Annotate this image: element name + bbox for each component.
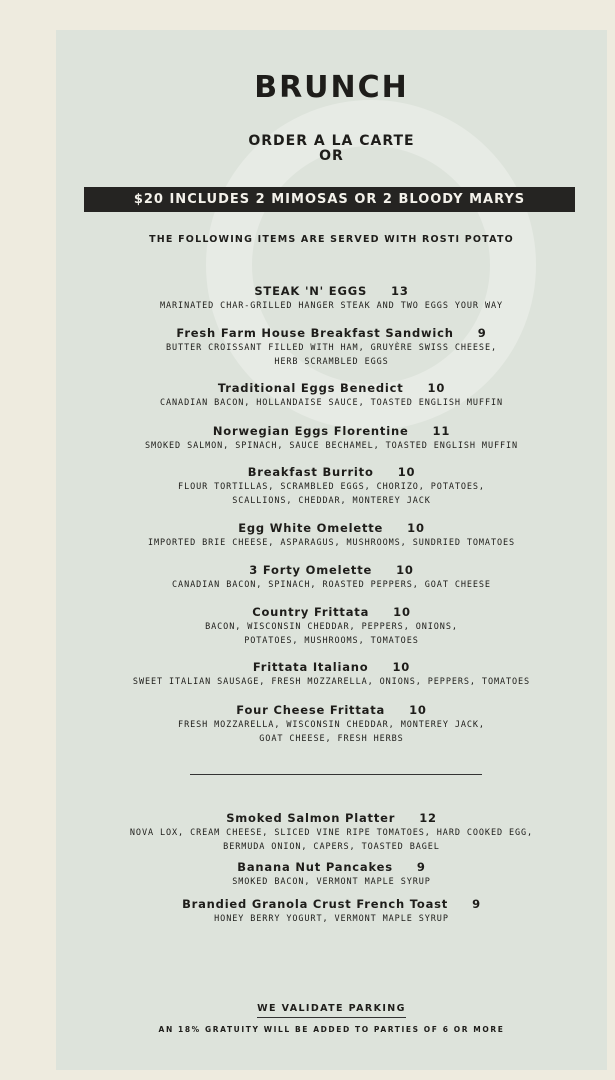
menu-item	[56, 810, 607, 854]
item-description-line-2: BERMUDA ONION, CAPERS, TOASTED BAGEL	[223, 842, 440, 852]
item-heading	[56, 702, 607, 718]
menu-item	[56, 423, 607, 453]
item-heading	[56, 520, 607, 536]
menu-item	[56, 380, 607, 410]
item-description: CANADIAN BACON, HOLLANDAISE SAUCE, TOASTED ENGLISH MUFFIN	[160, 398, 503, 408]
menu-item	[56, 562, 607, 592]
item-name: Smoked Salmon Platter	[226, 811, 396, 825]
item-heading	[56, 562, 607, 578]
item-heading	[56, 423, 607, 439]
item-price: 9	[472, 897, 481, 911]
item-price: 10	[397, 465, 416, 479]
item-heading	[56, 325, 607, 341]
item-description: FRESH MOZZARELLA, WISCONSIN CHEDDAR, MONTEREY JACK,	[178, 720, 485, 730]
item-description: IMPORTED BRIE CHEESE, ASPARAGUS, MUSHROOMS, SUNDRIED TOMATOES	[147, 538, 516, 548]
menu-item	[56, 702, 607, 746]
item-price: 9	[477, 326, 487, 340]
item-description-line-2: SCALLIONS, CHEDDAR, MONTEREY JACK	[232, 496, 431, 506]
item-price: 10	[409, 703, 427, 717]
item-description: BACON, WISCONSIN CHEDDAR, PEPPERS, ONIONS,	[205, 622, 458, 632]
subtitle-line-2: OR	[319, 148, 344, 164]
item-description: SWEET ITALIAN SAUSAGE, FRESH MOZZARELLA, ONIONS, PEPPERS, TOMATOES	[132, 677, 531, 687]
menu-item	[56, 604, 607, 648]
rosti-potato-note: THE FOLLOWING ITEMS ARE SERVED WITH ROSTI POTATO	[149, 234, 514, 245]
item-price: 10	[427, 381, 446, 395]
item-price: 10	[392, 660, 411, 674]
menu-item	[56, 859, 607, 889]
item-description: SMOKED BACON, VERMONT MAPLE SYRUP	[232, 877, 431, 887]
item-heading	[56, 859, 607, 875]
parking-text: WE VALIDATE PARKING	[257, 1003, 406, 1018]
item-heading	[56, 283, 607, 299]
item-heading	[56, 810, 607, 826]
item-name: Banana Nut Pancakes	[237, 860, 393, 874]
gratuity-notice: AN 18% GRATUITY WILL BE ADDED TO PARTIES OF 6 OR MORE	[158, 1025, 505, 1034]
item-name: Country Frittata	[252, 605, 370, 619]
section-divider	[190, 774, 482, 775]
item-heading	[56, 380, 607, 396]
item-name: Brandied Granola Crust French Toast	[182, 897, 449, 911]
item-price: 9	[416, 860, 426, 874]
item-price: 10	[393, 605, 411, 619]
item-description: HONEY BERRY YOGURT, VERMONT MAPLE SYRUP	[214, 914, 449, 924]
item-description: FLOUR TORTILLAS, SCRAMBLED EGGS, CHORIZO, POTATOES,	[178, 482, 485, 492]
menu-item	[56, 464, 607, 508]
item-name: Four Cheese Frittata	[236, 703, 386, 717]
item-heading	[56, 896, 607, 912]
item-price: 12	[419, 811, 437, 825]
mimosa-banner: $20 INCLUDES 2 MIMOSAS OR 2 BLOODY MARYS	[84, 187, 575, 212]
item-heading	[56, 659, 607, 675]
item-price: 10	[407, 521, 425, 535]
item-price: 11	[432, 424, 451, 438]
item-description: NOVA LOX, CREAM CHEESE, SLICED VINE RIPE TOMATOES, HARD COOKED EGG,	[129, 828, 534, 838]
menu-title: BRUNCH	[254, 70, 409, 105]
menu-item	[56, 283, 607, 313]
item-name: Breakfast Burrito	[247, 465, 374, 479]
menu-subtitle	[56, 134, 607, 164]
item-description-line-2: HERB SCRAMBLED EGGS	[274, 357, 389, 367]
item-description: MARINATED CHAR-GRILLED HANGER STEAK AND TWO EGGS YOUR WAY	[160, 301, 503, 311]
item-name: Frittata Italiano	[252, 660, 369, 674]
item-name: 3 Forty Omelette	[249, 563, 373, 577]
parking-notice	[56, 1003, 607, 1014]
item-description: BUTTER CROISSANT FILLED WITH HAM, GRUYÈRE SWISS CHEESE,	[166, 343, 497, 353]
item-name: Norwegian Eggs Florentine	[212, 424, 409, 438]
menu-item	[56, 520, 607, 550]
menu-item	[56, 896, 607, 926]
item-price: 10	[396, 563, 414, 577]
item-name: STEAK 'N' EGGS	[254, 284, 368, 298]
menu-item	[56, 325, 607, 369]
item-description: CANADIAN BACON, SPINACH, ROASTED PEPPERS, GOAT CHEESE	[172, 580, 491, 590]
item-description: SMOKED SALMON, SPINACH, SAUCE BECHAMEL, TOASTED ENGLISH MUFFIN	[144, 441, 519, 451]
item-name: Egg White Omelette	[238, 521, 384, 535]
item-name: Fresh Farm House Breakfast Sandwich	[176, 326, 454, 340]
item-heading	[56, 464, 607, 480]
item-name: Traditional Eggs Benedict	[217, 381, 404, 395]
item-price: 13	[391, 284, 409, 298]
item-description-line-2: POTATOES, MUSHROOMS, TOMATOES	[244, 636, 419, 646]
menu-item	[56, 659, 607, 689]
item-description-line-2: GOAT CHEESE, FRESH HERBS	[259, 734, 404, 744]
subtitle-line-1: ORDER A LA CARTE	[248, 133, 415, 149]
item-heading	[56, 604, 607, 620]
